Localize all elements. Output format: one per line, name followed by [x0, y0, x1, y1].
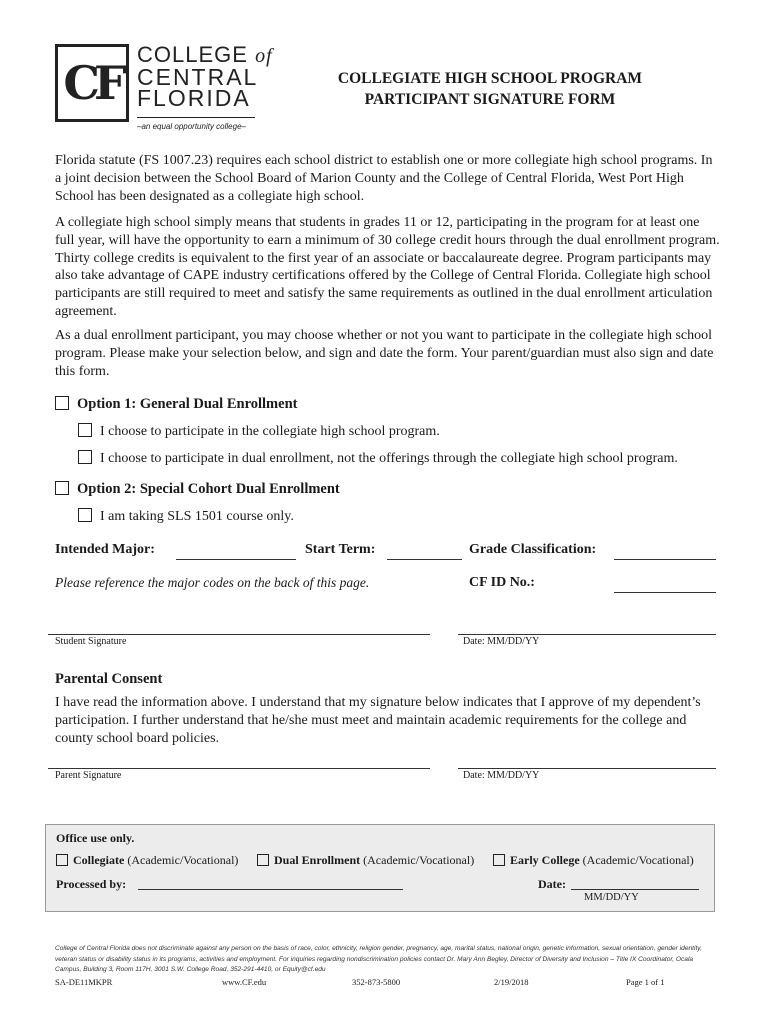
title-line2: PARTICIPANT SIGNATURE FORM	[364, 91, 616, 108]
grade-classification-label: Grade Classification:	[469, 542, 597, 557]
processed-by-field[interactable]	[138, 889, 403, 890]
cf-id-label: CF ID No.:	[469, 575, 535, 590]
parent-date-label: Date: MM/DD/YY	[463, 770, 540, 781]
grade-classification-field[interactable]	[614, 559, 716, 560]
parent-date-line[interactable]	[458, 768, 716, 769]
phone-number: 352-873-5800	[352, 977, 401, 987]
office-date-label: Date:	[538, 877, 566, 891]
office-dual-label: Dual Enrollment	[274, 853, 361, 867]
office-early-label: Early College	[510, 853, 580, 867]
office-dual-checkbox[interactable]	[257, 854, 269, 866]
office-early-option[interactable]	[493, 853, 694, 868]
option2a-checkbox[interactable]	[78, 508, 92, 522]
parental-consent-text: I have read the information above. I understand that my signature below indicates that I approve of my dependent’s participation. I further understand that he/she must meet and maintain academic requirements for the college and county school board policies.	[55, 695, 701, 746]
student-signature-line[interactable]	[48, 634, 430, 635]
logo-line2: CENTRAL	[137, 64, 259, 90]
option1b-row[interactable]	[78, 450, 678, 467]
cf-logo-mark	[55, 44, 129, 122]
option2-checkbox[interactable]	[55, 481, 69, 495]
cf-id-field[interactable]	[614, 592, 716, 593]
form-title	[270, 68, 710, 110]
office-date-format: MM/DD/YY	[584, 892, 639, 903]
office-date-field[interactable]	[571, 889, 699, 890]
parent-signature-label: Parent Signature	[55, 770, 122, 781]
start-term-label: Start Term:	[305, 542, 376, 557]
logo-divider	[137, 117, 255, 118]
form-id: SA-DE11MKPR	[55, 977, 113, 987]
option2a-label: I am taking SLS 1501 course only.	[100, 509, 294, 524]
option1a-checkbox[interactable]	[78, 423, 92, 437]
major-note: Please reference the major codes on the back of this page.	[55, 575, 370, 590]
student-signature-label: Student Signature	[55, 636, 127, 647]
logo-line3: FLORIDA	[137, 85, 251, 111]
intro-paragraph-2: A collegiate high school simply means that students in grades 11 or 12, participating in the program for at least one full year, will have the opportunity to earn a minimum of 30 college credit hours through the dual enrollment program. Thirty college credits is equivalent to the first year of an associate or baccalaureate degree. Program participants may also take advantage of CAPE industry certifications offered by the College of Central Florida. Collegiate high school participants are still required to meet and satisfy the same requirements as outlined in the dual enrollment articulation agreement.	[55, 215, 720, 319]
option2a-row[interactable]	[78, 508, 294, 525]
office-collegiate-label: Collegiate	[73, 853, 125, 867]
office-collegiate-sub: (Academic/Vocational)	[127, 853, 239, 867]
office-dual-option[interactable]	[257, 853, 474, 868]
logo-mark-text: CF	[63, 56, 121, 110]
student-date-line[interactable]	[458, 634, 716, 635]
office-use-heading: Office use only.	[56, 831, 135, 845]
option1a-label: I choose to participate in the collegiate high school program.	[100, 424, 440, 439]
option2-row[interactable]	[55, 481, 340, 498]
option1a-row[interactable]	[78, 423, 440, 440]
student-date-label: Date: MM/DD/YY	[463, 636, 540, 647]
website-link[interactable]: www.CF.edu	[222, 977, 267, 987]
option1-label: Option 1: General Dual Enrollment	[77, 396, 298, 412]
processed-by-label: Processed by:	[56, 877, 127, 891]
option2-label: Option 2: Special Cohort Dual Enrollment	[77, 481, 340, 497]
office-early-checkbox[interactable]	[493, 854, 505, 866]
start-term-field[interactable]	[387, 559, 462, 560]
logo-tagline: –an equal opportunity college–	[137, 122, 246, 131]
logo-line1-of: of	[255, 45, 273, 67]
office-use-box	[45, 824, 715, 912]
office-dual-sub: (Academic/Vocational)	[363, 853, 475, 867]
option1b-label: I choose to participate in dual enrollment, not the offerings through the collegiate high school program.	[100, 451, 678, 466]
office-early-sub: (Academic/Vocational)	[582, 853, 694, 867]
college-logo-text	[137, 44, 273, 109]
option1-checkbox[interactable]	[55, 396, 69, 410]
logo-line1: COLLEGE	[137, 42, 248, 67]
intro-paragraph-3: As a dual enrollment participant, you may choose whether or not you want to participate in the collegiate high school program. Please make your selection below, and sign and date the form. Your parent/guardian must also sign and date this form.	[55, 328, 714, 379]
intro-paragraph-1: Florida statute (FS 1007.23) requires each school district to establish one or more collegiate high school programs. In a joint decision between the School Board of Marion County and the College of Central Florida, West Port High School has been designated as a collegiate high school.	[55, 153, 713, 204]
option1-row[interactable]	[55, 396, 297, 413]
office-collegiate-option[interactable]	[56, 853, 238, 868]
page-number: Page 1 of 1	[626, 977, 665, 987]
intended-major-label: Intended Major:	[55, 542, 155, 557]
office-collegiate-checkbox[interactable]	[56, 854, 68, 866]
option1b-checkbox[interactable]	[78, 450, 92, 464]
intended-major-field[interactable]	[176, 559, 296, 560]
nondiscrimination-statement: College of Central Florida does not discriminate against any person on the basis of race, color, ethnicity, religion gender, pregnancy, age, marital status, national origin, genetic information, sexual orientation, gender identity, veteran status or disability status in its programs, activities and employment. For inquiries regarding nondiscrimination policies contact Dr. Mary Ann Begley, Director of Diversity and Inclusion – Title IX Coordinator, Ocala Campus, Building 3, Room 117H, 3001 S.W. College Road, 352-291-4410, or Equity@cf.edu	[55, 945, 702, 973]
parental-consent-heading: Parental Consent	[55, 671, 163, 687]
title-line1: COLLEGIATE HIGH SCHOOL PROGRAM	[337, 70, 643, 87]
parent-signature-line[interactable]	[48, 768, 430, 769]
revision-date: 2/19/2018	[494, 977, 529, 987]
